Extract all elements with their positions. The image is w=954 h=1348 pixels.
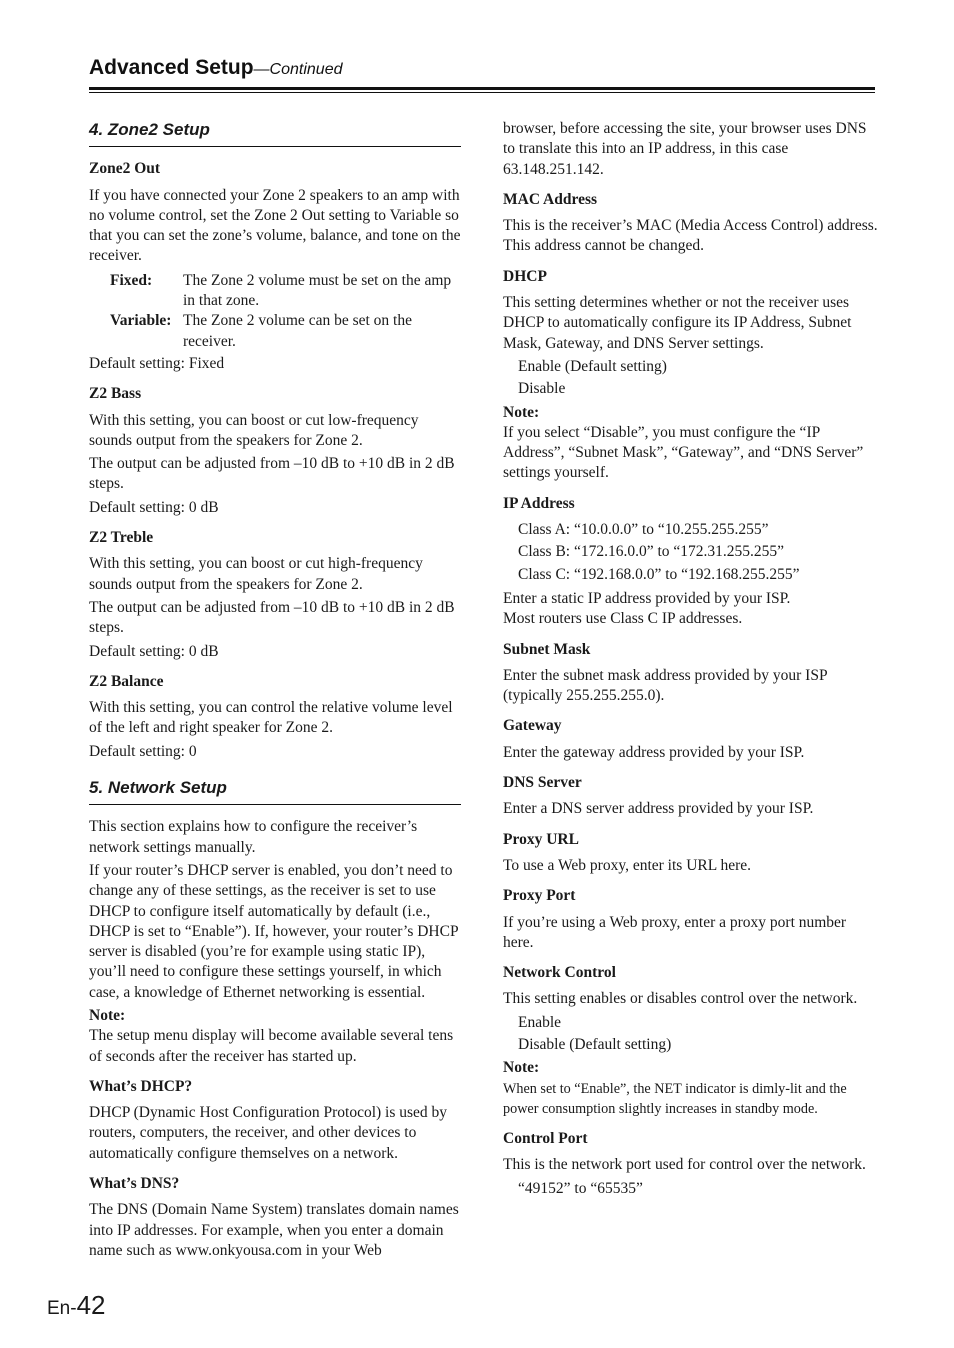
zone2-out-description: If you have connected your Zone 2 speakers to an amp with no volume control, set the Zone 2 Out setting to Variable so that you can set the zone’s volume, balance, and tone on the receiver. — [89, 186, 461, 265]
ip-address-description-2: Most routers use Class C IP addresses. — [503, 610, 743, 628]
note-label: Note: — [89, 1006, 126, 1024]
subheading-z2-bass: Z2 Bass — [89, 385, 142, 403]
option-description: The Zone 2 volume must be set on the amp in that zone. — [183, 271, 452, 310]
subheading-control-port: Control Port — [503, 1130, 588, 1148]
subheading-mac-address: MAC Address — [503, 190, 598, 208]
ip-class-a: Class A: “10.0.0.0” to “10.255.255.255” — [518, 521, 769, 539]
network-control-description: This setting enables or disables control over the network. — [503, 990, 858, 1008]
subheading-z2-balance: Z2 Balance — [89, 672, 164, 690]
dns-server-description: Enter a DNS server address provided by your ISP. — [503, 800, 814, 818]
network-control-note-text: When set to “Enable”, the NET indicator is dimly-lit and the power consumption slightly increases in standby mode. — [503, 1080, 847, 1117]
dhcp-note-text: If you select “Disable”, you must configure the “IP Address”, “Subnet Mask”, “Gateway”, and “DNS Server” settings yourself. — [503, 423, 864, 482]
right-column — [503, 119, 879, 1201]
z2-bass-range: The output can be adjusted from –10 dB to +10 dB in 2 dB steps. — [89, 455, 455, 493]
default-setting: Default setting: 0 dB — [89, 498, 219, 516]
control-port-description: This is the network port used for control over the network. — [503, 1156, 866, 1174]
network-intro-dhcp: If your router’s DHCP server is enabled, you don’t need to change any of these settings, as the receiver is set to use DHCP to configure itself automatically by default (i.e., DHCP is set to “Enable”). If, however, your router’s DHCP server is disabled (you’re for example using static IP), you’ll need to configure these settings yourself, in which case, a knowledge of Ethernet networking is essential. — [89, 861, 459, 1001]
proxy-url-description: To use a Web proxy, enter its URL here. — [503, 856, 752, 874]
note-label: Note: — [503, 1059, 540, 1077]
default-setting: Default setting: 0 — [89, 742, 197, 760]
default-setting: Default setting: 0 dB — [89, 642, 219, 660]
header-rule-thick — [89, 87, 875, 90]
subnet-mask-description: Enter the subnet mask address provided by your ISP (typically 255.255.255.0). — [503, 666, 828, 705]
subheading-subnet-mask: Subnet Mask — [503, 640, 591, 658]
network-control-option-disable: Disable (Default setting) — [518, 1035, 672, 1053]
subheading-whats-dns: What’s DNS? — [89, 1175, 180, 1193]
ip-class-c: Class C: “192.168.0.0” to “192.168.255.255” — [518, 565, 800, 583]
subheading-proxy-port: Proxy Port — [503, 887, 576, 905]
zone2-out-options — [89, 271, 461, 352]
option-description: The Zone 2 volume can be set on the receiver. — [183, 312, 412, 350]
subheading-dns-server: DNS Server — [503, 774, 582, 792]
ip-class-b: Class B: “172.16.0.0” to “172.31.255.255” — [518, 543, 785, 561]
ip-address-description: Enter a static IP address provided by your ISP. — [503, 589, 791, 607]
option-variable — [89, 311, 461, 352]
page-number — [47, 1290, 106, 1321]
subheading-gateway: Gateway — [503, 717, 562, 735]
dhcp-option-enable: Enable (Default setting) — [518, 357, 667, 375]
option-fixed — [89, 271, 461, 312]
subheading-proxy-url: Proxy URL — [503, 830, 579, 848]
subheading-whats-dhcp: What’s DHCP? — [89, 1077, 193, 1095]
dhcp-option-disable: Disable — [518, 380, 566, 398]
subheading-network-control: Network Control — [503, 964, 616, 982]
subheading-z2-treble: Z2 Treble — [89, 529, 154, 547]
page-number-value: 42 — [76, 1290, 106, 1320]
subheading-zone2-out: Zone2 Out — [89, 160, 161, 178]
option-term: Fixed: — [110, 271, 153, 289]
network-control-option-enable: Enable — [518, 1013, 562, 1031]
page-header — [89, 56, 875, 80]
left-column — [89, 116, 461, 1264]
z2-treble-description: With this setting, you can boost or cut high-frequency sounds output from the speakers for Zone 2. — [89, 555, 423, 593]
mac-address-description: This is the receiver’s MAC (Media Access Control) address. This address cannot be changed. — [503, 217, 878, 255]
header-continued: —Continued — [253, 61, 343, 78]
network-intro: This section explains how to configure the receiver’s network settings manually. — [89, 818, 418, 856]
dns-description-continued: browser, before accessing the site, your browser uses DNS to translate this into an IP address, in this case 63.148.251.142. — [503, 120, 867, 178]
dhcp-description: This setting determines whether or not the receiver uses DHCP to automatically configure its IP Address, Subnet Mask, Gateway, and DNS Server settings. — [503, 294, 852, 352]
gateway-description: Enter the gateway address provided by your ISP. — [503, 743, 805, 761]
option-term: Variable: — [110, 312, 172, 330]
control-port-range: “49152” to “65535” — [518, 1179, 643, 1197]
note-label: Note: — [503, 403, 540, 421]
whats-dhcp-description: DHCP (Dynamic Host Configuration Protocol) is used by routers, computers, the receiver, and other devices to automatically configure themselves on a network. — [89, 1104, 448, 1162]
proxy-port-description: If you’re using a Web proxy, enter a proxy port number here. — [503, 913, 847, 951]
whats-dns-description: The DNS (Domain Name System) translates domain names into IP addresses. For example, when you enter a domain name such as www.onkyousa.com in your Web — [89, 1201, 459, 1259]
z2-balance-description: With this setting, you can control the relative volume level of the left and right speaker for Zone 2. — [89, 699, 453, 737]
note-text: The setup menu display will become available several tens of seconds after the receiver has started up. — [89, 1027, 454, 1065]
header-title: Advanced Setup — [89, 56, 254, 79]
z2-bass-description: With this setting, you can boost or cut low-frequency sounds output from the speakers for Zone 2. — [89, 411, 419, 449]
subheading-ip-address: IP Address — [503, 494, 575, 512]
header-rule-thin — [89, 92, 875, 93]
section-heading-network: 5. Network Setup — [89, 778, 461, 805]
subheading-dhcp: DHCP — [503, 267, 547, 285]
z2-treble-range: The output can be adjusted from –10 dB to +10 dB in 2 dB steps. — [89, 598, 455, 637]
section-heading-zone2: 4. Zone2 Setup — [89, 120, 461, 147]
page-number-prefix: En- — [47, 1298, 77, 1319]
default-setting: Default setting: Fixed — [89, 354, 225, 372]
